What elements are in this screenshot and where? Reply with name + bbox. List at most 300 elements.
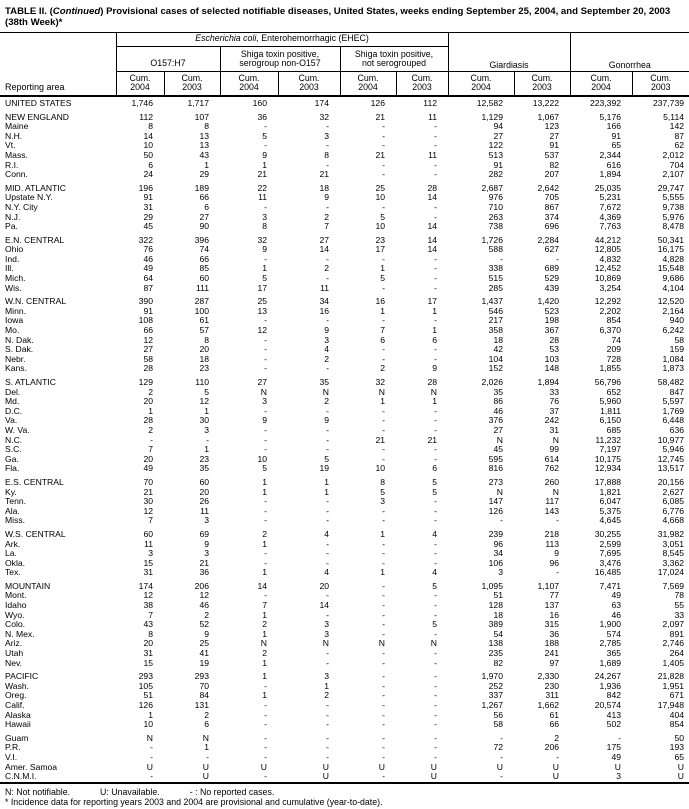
- data-cell: -: [434, 344, 437, 355]
- data-cell: 69: [199, 528, 209, 539]
- data-cell: 11: [144, 538, 153, 549]
- data-cell: U: [552, 761, 560, 772]
- data-cell: 6: [380, 334, 385, 345]
- data-cell: 230: [544, 680, 560, 691]
- data-cell: 35: [493, 386, 503, 397]
- data-cell: 27: [493, 424, 503, 435]
- data-cell: 7,672: [599, 201, 622, 212]
- row-label: S. ATLANTIC: [5, 377, 56, 387]
- table-body: [0, 96, 689, 783]
- data-cell: 23: [199, 363, 209, 374]
- data-cell: 696: [544, 221, 560, 232]
- row-label: Mont.: [5, 590, 27, 601]
- data-cell: 1,095: [481, 580, 503, 591]
- data-cell: U: [552, 771, 560, 782]
- table-row: [0, 649, 689, 659]
- row-label: V.I.: [5, 751, 18, 762]
- row-label: R.I.: [5, 159, 19, 170]
- data-cell: 1: [262, 567, 267, 578]
- data-cell: 7: [262, 600, 267, 611]
- data-cell: 11: [200, 505, 209, 516]
- data-cell: 30: [199, 415, 209, 426]
- data-cell: 34: [493, 548, 503, 559]
- data-cell: 21,828: [657, 671, 685, 682]
- row-label: Mo.: [5, 325, 20, 336]
- table-row: [0, 488, 689, 498]
- data-cell: 20: [143, 396, 153, 407]
- row-label: N.Y. City: [5, 201, 38, 212]
- data-cell: 76: [143, 244, 153, 255]
- data-cell: 26: [199, 496, 209, 507]
- data-cell: 3: [498, 567, 503, 578]
- data-cell: 28: [427, 377, 437, 387]
- data-cell: 816: [488, 463, 503, 474]
- data-cell: 365: [606, 648, 622, 659]
- data-cell: 4,828: [662, 253, 685, 264]
- data-cell: 148: [544, 363, 560, 374]
- data-cell: 847: [669, 386, 685, 397]
- table-row: [0, 297, 689, 307]
- data-cell: 9: [324, 192, 329, 203]
- row-label: Mass.: [5, 149, 28, 160]
- data-cell: -: [264, 121, 267, 132]
- row-label: Tenn.: [5, 496, 27, 507]
- data-cell: 6: [148, 159, 153, 170]
- data-cell: 99: [549, 444, 560, 455]
- data-cell: 33: [674, 609, 685, 620]
- data-cell: 143: [544, 505, 560, 516]
- data-cell: -: [326, 751, 329, 762]
- row-label: MID. ATLANTIC: [5, 182, 66, 193]
- data-cell: 842: [606, 690, 622, 701]
- data-cell: 1: [380, 567, 385, 578]
- row-label: Ark.: [5, 538, 21, 549]
- table-row: [0, 772, 689, 783]
- data-cell: -: [382, 580, 385, 591]
- data-cell: 1: [380, 263, 385, 274]
- row-label: C.N.M.I.: [5, 771, 37, 782]
- data-cell: 5,176: [599, 111, 622, 122]
- data-cell: 2,284: [537, 234, 560, 245]
- data-cell: 85: [199, 263, 209, 274]
- data-cell: 1: [324, 680, 329, 691]
- data-cell: 1: [148, 405, 153, 416]
- data-cell: 35: [199, 463, 209, 474]
- data-cell: -: [434, 315, 437, 326]
- data-cell: 6: [204, 719, 209, 730]
- table-row: [0, 464, 689, 474]
- data-cell: 108: [138, 315, 153, 326]
- data-cell: 112: [139, 111, 153, 122]
- data-cell: 4: [324, 528, 329, 539]
- data-cell: 293: [138, 671, 153, 682]
- data-cell: -: [326, 140, 329, 151]
- data-cell: -: [264, 732, 267, 743]
- row-label: N.H.: [5, 130, 23, 141]
- row-label: P.R.: [5, 742, 21, 753]
- data-cell: -: [382, 751, 385, 762]
- data-cell: 3: [324, 130, 329, 141]
- data-cell: -: [382, 590, 385, 601]
- data-cell: 22: [257, 182, 267, 193]
- data-cell: 32: [375, 377, 385, 387]
- row-label: Vt.: [5, 140, 16, 151]
- footnotes: [0, 784, 689, 808]
- data-cell: 90: [199, 221, 209, 232]
- data-cell: -: [382, 680, 385, 691]
- data-cell: -: [500, 732, 503, 743]
- table-row: [0, 336, 689, 346]
- data-cell: 867: [544, 201, 560, 212]
- data-cell: -: [434, 169, 437, 180]
- data-cell: -: [382, 600, 385, 611]
- data-cell: 10,869: [594, 273, 622, 284]
- data-cell: 12: [143, 505, 153, 516]
- data-cell: 32: [319, 111, 329, 122]
- table-row: [0, 426, 689, 436]
- table-row: [0, 516, 689, 526]
- table-row: [0, 236, 689, 246]
- col-header-cum: Cum. 2003: [632, 71, 689, 96]
- row-label: E.N. CENTRAL: [5, 234, 65, 245]
- data-cell: 174: [314, 97, 329, 108]
- data-cell: 3: [262, 211, 267, 222]
- data-cell: 2,344: [599, 149, 622, 160]
- row-label: N. Dak.: [5, 334, 34, 345]
- data-cell: -: [326, 742, 329, 753]
- data-cell: 106: [488, 557, 503, 568]
- data-cell: -: [382, 159, 385, 170]
- row-label: Ariz.: [5, 638, 23, 649]
- data-cell: 123: [544, 121, 560, 132]
- data-cell: 1,855: [599, 363, 622, 374]
- data-cell: 2,202: [599, 305, 622, 316]
- data-cell: 1: [432, 396, 437, 407]
- data-cell: 260: [544, 476, 560, 487]
- table-row: [0, 559, 689, 569]
- data-cell: 7,197: [599, 444, 622, 455]
- data-cell: 8: [204, 334, 209, 345]
- data-cell: 546: [488, 305, 503, 316]
- data-cell: 3: [380, 496, 385, 507]
- data-cell: U: [202, 771, 209, 782]
- data-cell: 55: [674, 600, 685, 611]
- data-cell: 5,597: [662, 396, 685, 407]
- data-cell: 60: [199, 476, 209, 487]
- data-cell: -: [434, 211, 437, 222]
- data-cell: -: [434, 600, 437, 611]
- data-cell: 16,175: [657, 244, 685, 255]
- data-cell: 1: [148, 709, 153, 720]
- col-group-ehec: [116, 33, 448, 47]
- row-label: MOUNTAIN: [5, 580, 51, 591]
- data-cell: 2,026: [481, 377, 503, 387]
- data-cell: N: [430, 638, 437, 649]
- data-cell: 976: [488, 192, 503, 203]
- table-row: [0, 255, 689, 265]
- data-cell: -: [434, 709, 437, 720]
- data-cell: 338: [488, 263, 503, 274]
- data-cell: -: [264, 680, 267, 691]
- data-cell: 217: [488, 315, 503, 326]
- footnote-not-notifiable: N: Not notifiable.: [5, 786, 71, 797]
- data-cell: -: [382, 709, 385, 720]
- data-cell: 19: [199, 657, 209, 668]
- data-cell: 9: [262, 244, 267, 255]
- data-cell: 64: [143, 273, 153, 284]
- row-label: Ga.: [5, 453, 19, 464]
- data-cell: 3,476: [599, 557, 622, 568]
- data-cell: N: [496, 486, 503, 497]
- row-label: Hawaii: [5, 719, 31, 730]
- data-cell: 2: [324, 263, 329, 274]
- data-cell: 12: [199, 396, 209, 407]
- row-label: Okla.: [5, 557, 26, 568]
- data-cell: 523: [544, 305, 560, 316]
- data-cell: 1,662: [537, 700, 560, 710]
- row-label: Alaska: [5, 709, 31, 720]
- data-cell: 3: [616, 771, 622, 782]
- table-row: [0, 478, 689, 488]
- col-header-cum: Cum. 2003: [278, 71, 340, 96]
- data-cell: 513: [488, 149, 503, 160]
- data-cell: 1,873: [662, 363, 685, 374]
- data-cell: 1,437: [481, 296, 503, 307]
- data-cell: N: [552, 434, 560, 445]
- title-prefix: TABLE II. (: [5, 6, 53, 17]
- data-cell: 41: [199, 648, 209, 659]
- data-cell: -: [434, 444, 437, 455]
- data-cell: 126: [370, 97, 385, 108]
- data-cell: 5,231: [599, 192, 622, 203]
- table-row: [0, 113, 689, 123]
- data-cell: 1,970: [481, 671, 503, 682]
- row-label: Ind.: [5, 253, 20, 264]
- data-cell: 36: [257, 111, 267, 122]
- row-label: Oreg.: [5, 690, 27, 701]
- data-cell: -: [434, 690, 437, 701]
- data-cell: -: [206, 751, 209, 762]
- table-row: [0, 672, 689, 682]
- data-cell: 54: [493, 628, 503, 639]
- row-label: W.N. CENTRAL: [5, 296, 67, 307]
- data-cell: 91: [549, 140, 560, 151]
- data-cell: N: [496, 434, 503, 445]
- table-row: [0, 701, 689, 711]
- table-row: [0, 397, 689, 407]
- data-cell: 13: [199, 140, 209, 151]
- data-cell: 689: [544, 263, 560, 274]
- table-row: [0, 122, 689, 132]
- data-cell: 3: [262, 396, 267, 407]
- data-cell: 50: [143, 149, 153, 160]
- data-cell: -: [264, 719, 267, 730]
- data-cell: -: [382, 169, 385, 180]
- data-cell: 35: [319, 377, 329, 387]
- data-cell: 263: [488, 211, 503, 222]
- data-cell: 389: [488, 619, 503, 630]
- data-cell: 636: [669, 424, 685, 435]
- data-cell: -: [326, 709, 329, 720]
- data-cell: -: [382, 344, 385, 355]
- data-cell: 8: [324, 149, 329, 160]
- table-row: [0, 734, 689, 744]
- data-cell: 273: [488, 476, 503, 487]
- data-cell: 1,726: [481, 234, 503, 245]
- data-cell: -: [382, 671, 385, 682]
- data-cell: 20: [199, 344, 209, 355]
- data-cell: 43: [199, 149, 209, 160]
- data-cell: N: [322, 638, 329, 649]
- data-cell: -: [382, 719, 385, 730]
- data-cell: 7,695: [599, 548, 622, 559]
- data-cell: 235: [488, 648, 503, 659]
- data-cell: -: [382, 628, 385, 639]
- data-cell: -: [434, 742, 437, 753]
- data-cell: 91: [493, 159, 503, 170]
- data-cell: 9,738: [662, 201, 685, 212]
- data-cell: 126: [488, 505, 503, 516]
- data-cell: 1: [262, 628, 267, 639]
- data-cell: -: [434, 751, 437, 762]
- table-row: [0, 345, 689, 355]
- data-cell: 49: [611, 590, 622, 601]
- data-cell: 315: [544, 619, 560, 630]
- data-cell: 1,951: [662, 680, 685, 691]
- data-cell: 374: [544, 211, 560, 222]
- data-cell: 1: [262, 476, 267, 487]
- data-cell: 9: [324, 415, 329, 426]
- row-label: N. Mex.: [5, 628, 35, 639]
- data-cell: 1: [262, 609, 267, 620]
- data-cell: -: [382, 700, 385, 710]
- col-header-cum: Cum. 2004: [340, 71, 396, 96]
- data-cell: -: [264, 444, 267, 455]
- table-row: [0, 407, 689, 417]
- data-cell: 10,977: [657, 434, 685, 445]
- row-label: W.S. CENTRAL: [5, 528, 66, 539]
- data-cell: N: [430, 386, 437, 397]
- data-cell: 5: [432, 476, 437, 487]
- row-label: Mich.: [5, 273, 26, 284]
- data-cell: 58: [493, 719, 503, 730]
- data-cell: 738: [488, 221, 503, 232]
- data-cell: 2: [204, 609, 209, 620]
- data-cell: 322: [138, 234, 153, 245]
- data-cell: 574: [606, 628, 622, 639]
- table-row: [0, 326, 689, 336]
- data-cell: 206: [194, 580, 209, 591]
- data-cell: 175: [606, 742, 622, 753]
- col-group-giardiasis: Giardiasis: [448, 33, 570, 72]
- data-cell: 65: [611, 140, 622, 151]
- table-row: [0, 497, 689, 507]
- data-cell: 1: [204, 159, 209, 170]
- data-cell: U: [322, 761, 329, 772]
- col-subgroup-o157h7: O157:H7: [116, 46, 220, 71]
- data-cell: -: [326, 732, 329, 743]
- data-cell: -: [326, 700, 329, 710]
- data-cell: -: [434, 505, 437, 516]
- data-cell: -: [434, 159, 437, 170]
- data-cell: -: [264, 140, 267, 151]
- table-row: [0, 507, 689, 517]
- data-cell: 51: [143, 690, 153, 701]
- data-cell: 91: [143, 192, 153, 203]
- data-cell: -: [434, 538, 437, 549]
- data-cell: 16,485: [594, 567, 622, 578]
- data-cell: 2,330: [537, 671, 560, 682]
- col-subgroup-shiga-not-serogrouped: Shiga toxin positive, not serogrouped: [340, 46, 448, 71]
- data-cell: -: [382, 140, 385, 151]
- data-cell: 239: [488, 528, 503, 539]
- data-cell: 61: [199, 315, 209, 326]
- data-cell: 12,520: [657, 296, 685, 307]
- data-cell: -: [264, 751, 267, 762]
- data-cell: 1,405: [662, 657, 685, 668]
- data-cell: -: [326, 273, 329, 284]
- table-header: [0, 33, 689, 96]
- table-row: [0, 307, 689, 317]
- data-cell: -: [434, 453, 437, 464]
- data-cell: -: [434, 700, 437, 710]
- data-cell: -: [264, 700, 267, 710]
- data-cell: -: [434, 657, 437, 668]
- row-label: S. Dak.: [5, 344, 34, 355]
- data-cell: -: [326, 201, 329, 212]
- data-cell: -: [382, 548, 385, 559]
- data-cell: 704: [669, 159, 685, 170]
- data-cell: 285: [488, 282, 503, 293]
- row-label: D.C.: [5, 405, 23, 416]
- data-cell: -: [326, 444, 329, 455]
- data-cell: 24: [143, 169, 153, 180]
- data-cell: 11: [428, 149, 437, 160]
- data-cell: -: [434, 121, 437, 132]
- data-cell: 25,035: [594, 182, 622, 193]
- data-cell: 3: [148, 548, 153, 559]
- row-label: PACIFIC: [5, 671, 39, 682]
- data-cell: -: [150, 434, 153, 445]
- table-row: [0, 711, 689, 721]
- data-cell: 1: [204, 742, 209, 753]
- data-cell: 1,894: [537, 377, 560, 387]
- data-cell: -: [434, 496, 437, 507]
- data-cell: -: [326, 496, 329, 507]
- data-cell: 74: [199, 244, 209, 255]
- data-cell: 3: [324, 334, 329, 345]
- data-cell: 52: [199, 619, 209, 630]
- row-label: N.J.: [5, 211, 21, 222]
- data-cell: 5: [380, 486, 385, 497]
- data-cell: 11: [428, 111, 437, 122]
- data-cell: 1,894: [599, 169, 622, 180]
- data-cell: 15: [143, 557, 153, 568]
- data-cell: 2,107: [662, 169, 685, 180]
- data-cell: -: [264, 363, 267, 374]
- title-continued: Continued: [52, 6, 101, 17]
- data-cell: -: [556, 751, 560, 762]
- data-cell: 7: [324, 221, 329, 232]
- data-cell: 1,746: [131, 97, 153, 108]
- data-cell: 46: [143, 253, 153, 264]
- table-row: [0, 445, 689, 455]
- table-row: [0, 720, 689, 730]
- data-cell: -: [150, 771, 153, 782]
- data-cell: -: [264, 496, 267, 507]
- data-cell: -: [326, 121, 329, 132]
- data-cell: -: [434, 282, 437, 293]
